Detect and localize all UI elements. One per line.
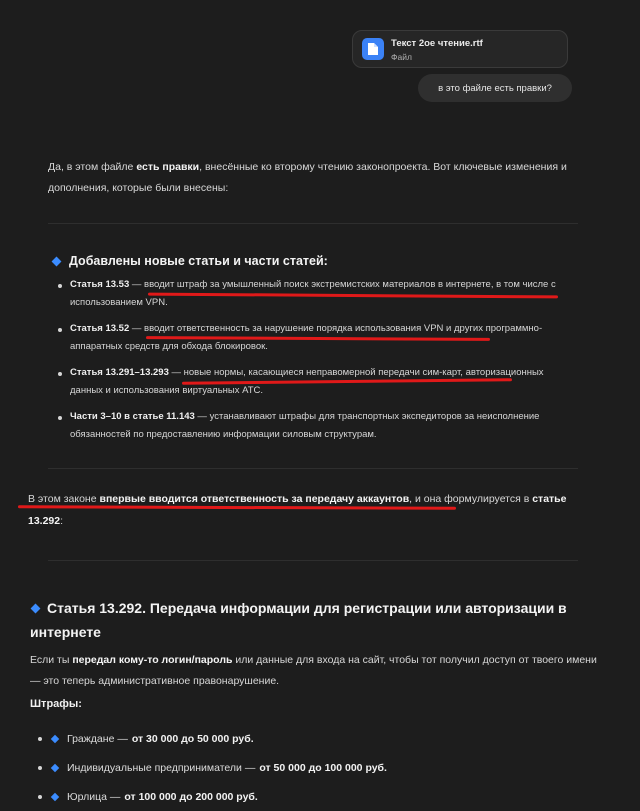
list-item: Граждане — от 30 000 до 50 000 руб.	[38, 724, 387, 753]
fines-label: Штрафы:	[30, 698, 82, 710]
blue-diamond-icon	[51, 734, 59, 742]
file-name: Текст 2ое чтение.rtf	[391, 38, 483, 49]
user-message-bubble: в это файле есть правки?	[418, 74, 572, 102]
fines-list	[38, 724, 387, 811]
blue-diamond-icon	[51, 792, 59, 800]
changes-list	[58, 276, 578, 452]
response-intro: Да, в этом файле есть правки, внесённые ко второму чтению законопроекта. Вот ключевые изменения и дополнения, которые были внесены:	[48, 161, 567, 194]
list-item: Статья 13.53 — вводит штраф за умышленный поиск экстремистских материалов в интернете, в том числе с использованием VPN.	[58, 276, 578, 312]
list-item: Статья 13.52 — вводит ответственность за нарушение порядка использования VPN и других программно-аппаратных средств для обхода блокировок.	[58, 320, 578, 356]
attached-file-card[interactable]	[352, 30, 568, 68]
file-type: Файл	[391, 52, 412, 62]
list-item: Индивидуальные предприниматели — от 50 000 до 100 000 руб.	[38, 753, 387, 782]
section-divider	[48, 560, 578, 561]
section-divider	[48, 223, 578, 224]
list-item: Части 3–10 в статье 11.143 — устанавливают штрафы для транспортных экспедиторов за неисполнение обязанностей по предоставлению информации силовым структурам.	[58, 408, 578, 444]
article-heading: Статья 13.292. Передача информации для регистрации или авторизации в интернете	[30, 600, 567, 640]
blue-diamond-icon	[52, 256, 62, 266]
document-icon	[362, 38, 384, 60]
list-item: Юрлица — от 100 000 до 200 000 руб.	[38, 782, 387, 811]
list-item: Статья 13.291–13.293 — новые нормы, касающиеся неправомерной передачи сим-карт, авторизационных данных и использования виртуальных АТС.	[58, 364, 578, 400]
blue-diamond-icon	[31, 603, 41, 613]
section-divider	[48, 468, 578, 469]
accounts-paragraph: В этом законе впервые вводится ответственность за передачу аккаунтов, и она формулируется в статье 13.292:	[28, 493, 567, 527]
article-description: Если ты передал кому-то логин/пароль или данные для входа на сайт, чтобы тот получил доступ от твоего имени — это теперь административное правонарушение.	[30, 654, 597, 687]
section-heading: Добавлены новые статьи и части статей:	[50, 254, 328, 268]
blue-diamond-icon	[51, 763, 59, 771]
